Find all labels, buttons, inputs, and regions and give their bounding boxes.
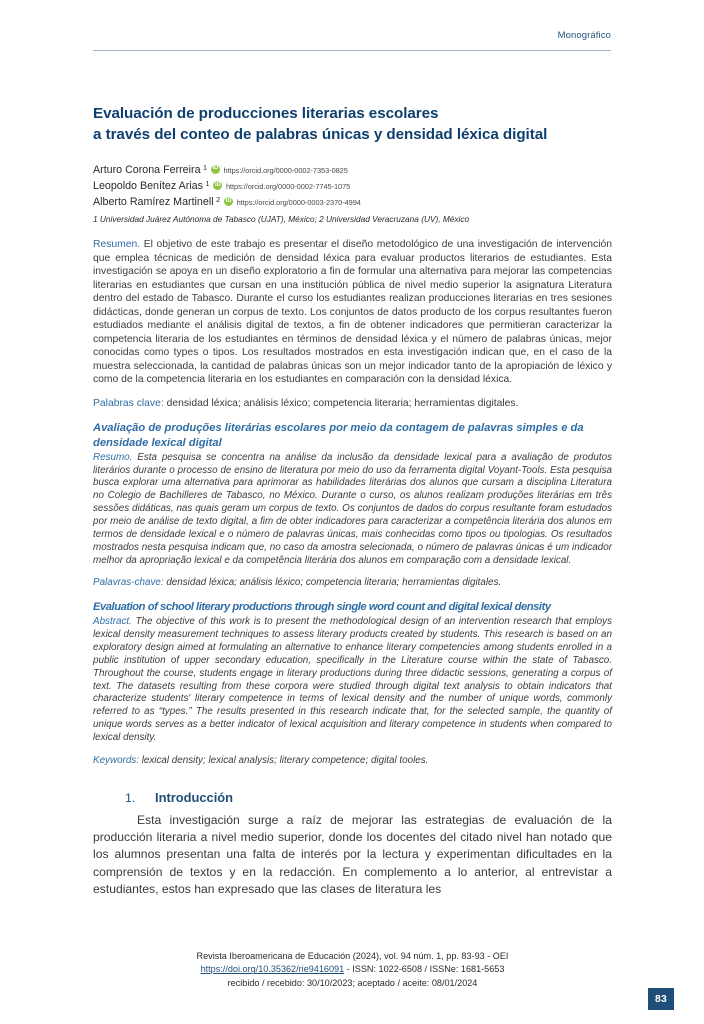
footer-issn: - ISSN: 1022-6508 / ISSNe: 1681-5653: [344, 964, 505, 975]
author-name: Leopoldo Benítez Arias: [93, 180, 203, 193]
article-title-line-2: a través del conteo de palabras únicas y densidad léxica digital: [93, 125, 548, 143]
author-affiliation-marker: 1: [203, 162, 208, 172]
orcid-id-icon[interactable]: [211, 165, 220, 174]
author-affiliations: 1 Universidad Juárez Autónoma de Tabasco (UJAT), México; 2 Universidad Veracruzana (UV), México: [93, 213, 470, 224]
doi-link[interactable]: https://doi.org/10.35362/rie9416091: [200, 964, 345, 975]
keywords-portuguese-body: densidad léxica; análisis léxico; competencia literaria; herramientas digitales.: [163, 577, 502, 589]
keywords-spanish: [93, 397, 612, 410]
page-footer: [93, 950, 612, 990]
section-heading-introduccion: [93, 790, 612, 805]
keywords-portuguese: [93, 577, 612, 590]
orcid-link[interactable]: https://orcid.org/0000-0002-7353-0825: [223, 165, 348, 175]
author-name: Arturo Corona Ferreira: [93, 163, 201, 176]
author-affiliation-marker: 2: [216, 195, 221, 205]
section-number: 1.: [125, 790, 136, 805]
author-row: [93, 162, 612, 178]
author-list: [93, 162, 612, 211]
header-divider: [93, 50, 611, 51]
article-title-line-1: Evaluación de producciones literarias escolares: [93, 105, 439, 122]
footer-doi-row: [93, 963, 612, 976]
abstract-portuguese-label: Resumo.: [93, 451, 133, 463]
orcid-id-icon[interactable]: [213, 181, 222, 190]
keywords-portuguese-label: Palavras-chave:: [93, 577, 164, 589]
author-affiliation-marker: 1: [205, 179, 210, 189]
article-title-portuguese: Avaliação de produções literárias escolares por meio da contagem de palavras simples e da densidade lexical digital: [93, 421, 584, 449]
author-row: [93, 194, 612, 210]
abstract-spanish-body: El objetivo de este trabajo es presentar el diseño metodológico de una investigación de intervención que emplea técnicas de medición de densidad léxica para evaluar productos literarios de estudiantes. Esta investigación se apoya en un diseño exploratorio a fin de formular una alternativa para mejorar las competencias literarias en estudiantes que cursan en una institución pública de nivel medio superior la asignatura Literatura dentro del estado de Tabasco. Durante el curso los estudiantes realizan producciones literarias en tres sesiones didácticas, donde generan un corpus de texto. Los conjuntos de datos producto de los corpus resultantes fueron estudiados mediante el análisis digital de textos, a fin de obtener indicadores que permitieran caracterizar la competencia literaria de los estudiantes en términos de densidad léxica y el número de palabras únicas, mejor conocidas como types o tipos. Los resultados mostrados en esta investigación indican que, en el caso de la muestra seleccionada, la cantidad de palabras únicas son un mejor indicador tanto de la apropiación de léxico y como de la competencia literaria en los estudiantes en comparación con la densidad léxica.: [93, 239, 612, 386]
page-header: [93, 30, 611, 51]
author-name: Alberto Ramírez Martinell: [93, 196, 214, 209]
keywords-spanish-body: densidad léxica; análisis léxico; competencia literaria; herramientas digitales.: [163, 398, 519, 410]
keywords-english-label: Keywords:: [93, 754, 139, 766]
article-title-english: Evaluation of school literary productions through single word count and digital lexical density: [93, 601, 551, 614]
orcid-link[interactable]: https://orcid.org/0000-0002-7745-1075: [225, 182, 351, 192]
abstract-english-label: Abstract.: [93, 616, 132, 628]
orcid-link[interactable]: https://orcid.org/0000-0003-2370-4994: [236, 198, 361, 208]
abstract-portuguese: [93, 452, 612, 568]
footer-citation: Revista Iberoamericana de Educación (2024), vol. 94 núm. 1, pp. 83-93 - OEI: [196, 951, 509, 961]
abstract-spanish-label: Resumen.: [93, 239, 141, 251]
page-number-badge: 83: [648, 988, 674, 1010]
abstract-english-body: The objective of this work is to present the methodological design of an intervention research that employs lexical density measurement techniques to assess literary products created by students. This research is based on an exploratory design aimed at formulating an alternative to enhance literary competencies among students enrolled in a public institution of upper secondary education, specifically in the Literature course within the state of Tabasco. Throughout the course, students engage in literary productions during three didactic sessions, generating a corpus of text. The datasets resulting from these corpora were studied through digital text analysis to obtain indicators that characterize students' literary competence in terms of lexical density and the number of unique words, commonly referred to as “types.” The results presented in this research indicate that, for the selected sample, the quantity of unique words serves as a better indicator of lexical acquisition and literary competence in students when compared to lexical density.: [93, 616, 612, 744]
footer-dates: recibido / recebido: 30/10/2023; aceptado / aceite: 08/01/2024: [227, 977, 478, 988]
section-title: Introducción: [155, 789, 234, 805]
article-title: [93, 104, 612, 146]
header-section-label: Monográfico: [557, 30, 611, 41]
abstract-spanish: [93, 238, 612, 386]
author-row: [93, 178, 612, 194]
keywords-english: [93, 755, 612, 768]
abstract-portuguese-body: Esta pesquisa se concentra na análise da inclusão da densidade lexical para a avaliação de produtos literários durante o processo de ensino de literatura por meio do uso da ferramenta digital Voyant-Tools. Esta pesquisa busca explorar uma alternativa para aprimorar as habilidades literárias dos alunos que cursam a disciplina Literatura no Colegio de Bachilleres de Tabasco, no México. Durante o curso, os alunos realizam produções literárias em três sessões didáticas, nas quais geram um corpus de texto. Os conjuntos de dados do corpus resultante foram estudados por meio de análise de texto digital, a fim de obter indicadores para caracterizar a competência literária dos alunos em termos de densidade lexical e o número de palavras únicas, mais conhecidas como tipos ou tipologias. Os resultados mostrados nesta pesquisa indicam que, no caso da amostra selecionada, o número de palavras únicas é um indicador melhor da apropriação lexical e da competência literária dos alunos em comparação com a densidade lexical.: [93, 451, 612, 566]
section-paragraph: Esta investigación surge a raíz de mejorar las estrategias de evaluación de la producción literaria a nivel medio superior, donde los docentes del citado nivel han notado que los alumnos presentan una falta de interés por la lectura y experimentan dificultades en la comprensión de textos y en la redacción. En complemento a lo anterior, al entrevistar a estudiantes, estos han expresado que las clases de literatura les: [93, 812, 612, 896]
keywords-spanish-label: Palabras clave:: [93, 398, 164, 410]
keywords-english-body: lexical density; lexical analysis; literary competence; digital tooles.: [138, 754, 429, 766]
document-content: [93, 104, 612, 910]
abstract-english: [93, 616, 612, 745]
orcid-id-icon[interactable]: [224, 197, 233, 206]
